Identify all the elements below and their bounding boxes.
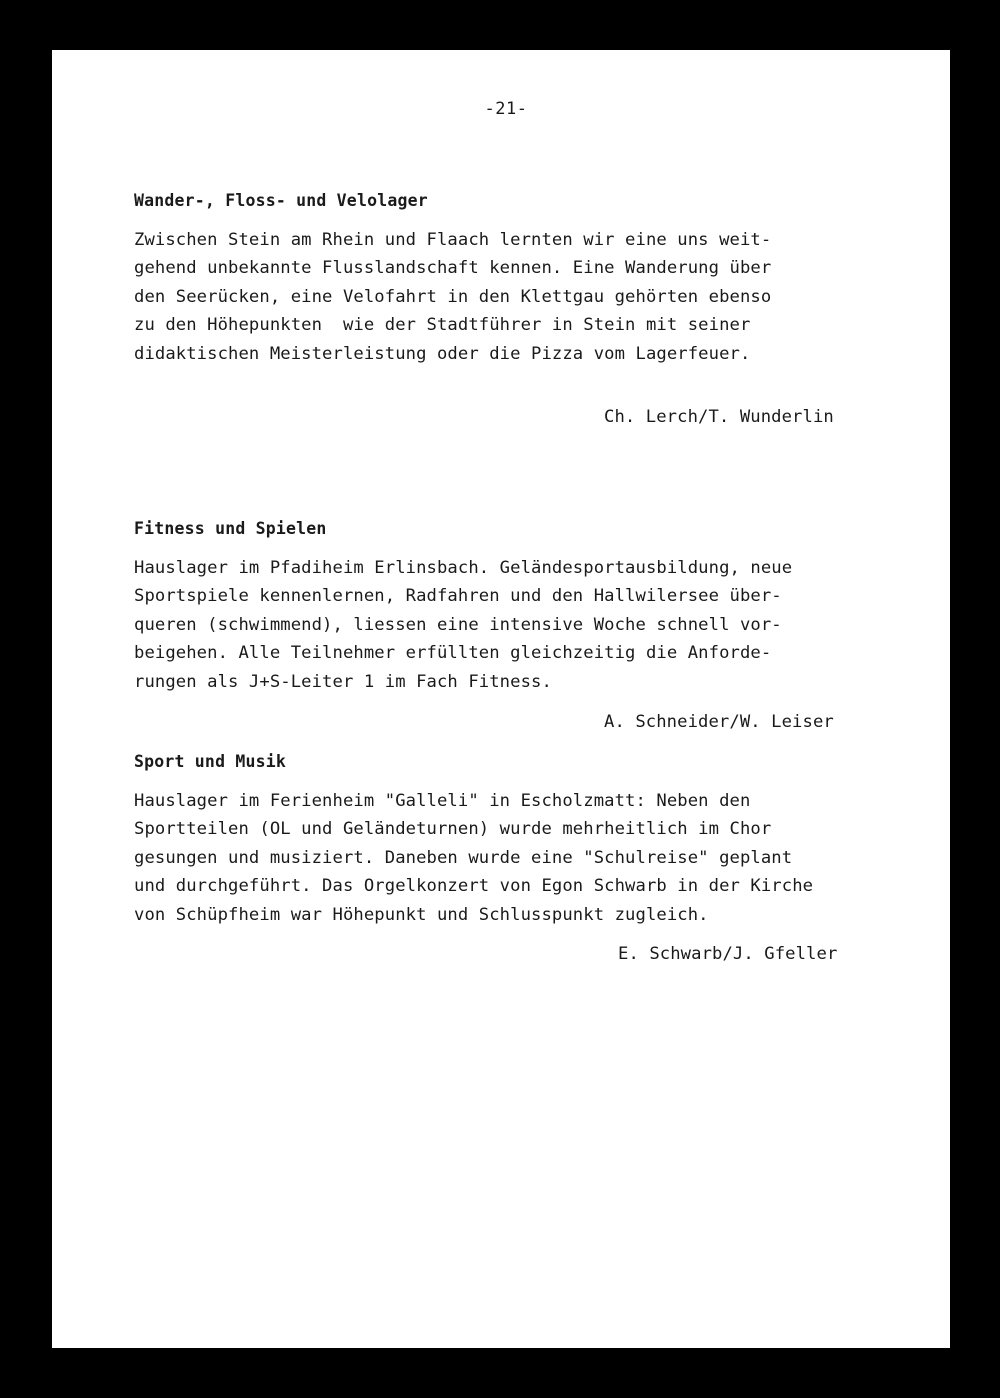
body-line: und durchgeführt. Das Orgelkonzert von Egon Schwarb in der Kirche <box>134 876 814 897</box>
section-fitness-und-spielen <box>134 517 894 696</box>
body-line: Hauslager im Pfadiheim Erlinsbach. Geländesportausbildung, neue <box>134 558 793 578</box>
body-line: gehend unbekannte Flusslandschaft kennen. Eine Wanderung über <box>134 258 772 279</box>
document-page <box>52 50 950 1348</box>
signature: Ch. Lerch/T. Wunderlin <box>604 407 834 427</box>
section-wander-floss-velolager <box>134 189 894 368</box>
body-line: den Seerücken, eine Velofahrt in den Klettgau gehörten ebenso <box>134 286 772 307</box>
section-heading: Fitness und Spielen <box>134 519 327 538</box>
body-line: Zwischen Stein am Rhein und Flaach lernten wir eine uns weit- <box>134 230 772 250</box>
body-line: gesungen und musiziert. Daneben wurde eine "Schulreise" geplant <box>134 847 793 868</box>
body-line: Sportspiele kennenlernen, Radfahren und den Hallwilersee über- <box>134 586 782 607</box>
body-line: zu den Höhepunkten wie der Stadtführer in Stein mit seiner <box>134 315 751 336</box>
page-number: -21- <box>484 99 528 119</box>
body-line: Hauslager im Ferienheim "Galleli" in Escholzmatt: Neben den <box>134 791 751 811</box>
body-line: beigehen. Alle Teilnehmer erfüllten gleichzeitig die Anforde- <box>134 643 772 664</box>
body-line: didaktischen Meisterleistung oder die Pizza vom Lagerfeuer. <box>134 343 751 364</box>
signature: E. Schwarb/J. Gfeller <box>618 944 838 964</box>
body-line: Sportteilen (OL und Geländeturnen) wurde mehrheitlich im Chor <box>134 819 772 840</box>
section-sport-und-musik <box>134 750 894 929</box>
section-heading: Sport und Musik <box>134 752 287 771</box>
body-line: queren (schwimmend), liessen eine intensive Woche schnell vor- <box>134 614 782 635</box>
body-line: von Schüpfheim war Höhepunkt und Schlusspunkt zugleich. <box>134 904 709 925</box>
body-line: rungen als J+S-Leiter 1 im Fach Fitness. <box>134 671 552 692</box>
section-heading: Wander-, Floss- und Velolager <box>134 191 428 210</box>
signature: A. Schneider/W. Leiser <box>604 712 834 732</box>
